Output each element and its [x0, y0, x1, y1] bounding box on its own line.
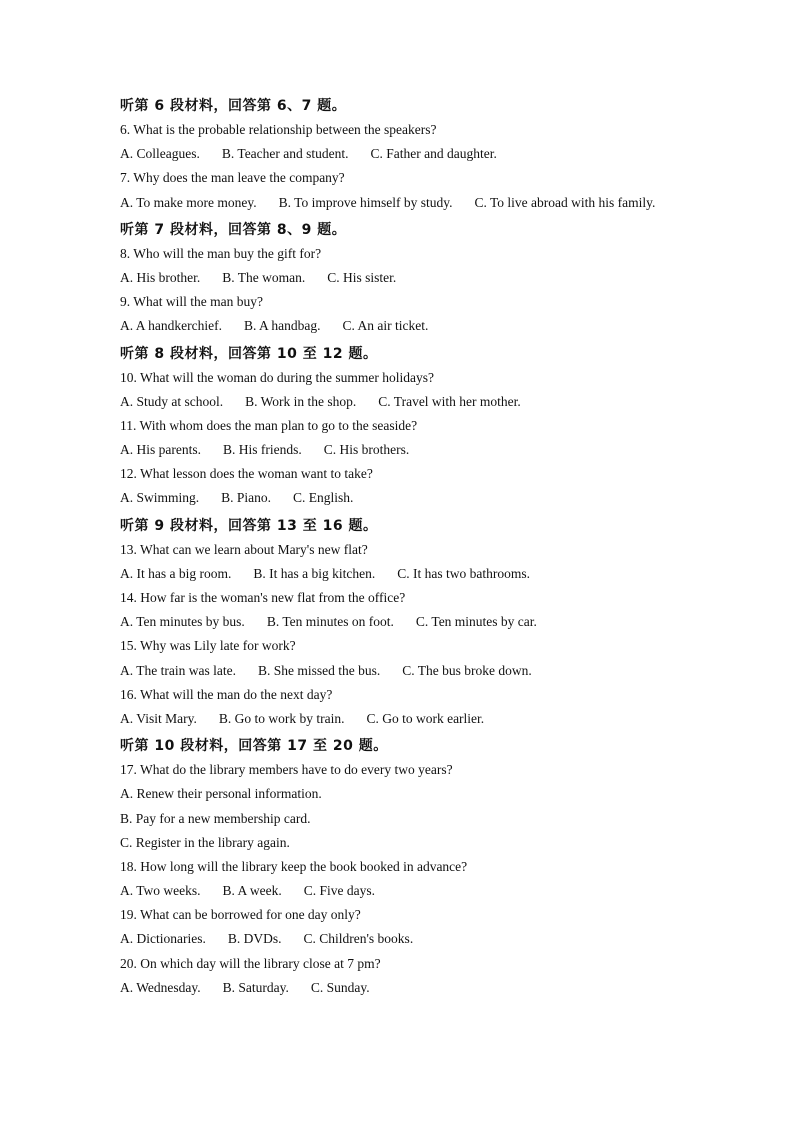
question-text: 8. Who will the man buy the gift for? — [120, 245, 322, 261]
answer-option: A. Visit Mary. — [120, 710, 197, 726]
question-text: 14. How far is the woman's new flat from the office? — [120, 590, 406, 605]
question-text: 20. On which day will the library close at 7 pm? — [120, 955, 381, 971]
answer-option: B. It has a big kitchen. — [253, 565, 376, 581]
section-heading: 听第 10 段材料，回答第 17 至 20 题。 — [120, 738, 388, 755]
answer-options — [120, 976, 760, 1000]
answer-option: A. The train was late. — [120, 662, 236, 678]
answer-option: A. Wednesday. — [120, 979, 201, 995]
answer-options — [120, 562, 760, 586]
answer-option: B. The woman. — [222, 269, 306, 285]
answer-option: B. Ten minutes on foot. — [266, 614, 394, 630]
answer-option: B. To improve himself by study. — [278, 194, 453, 210]
answer-options — [120, 707, 760, 731]
answer-option: B. DVDs. — [227, 931, 282, 947]
answer-option: C. Register in the library again. — [120, 834, 290, 850]
answer-options — [120, 314, 760, 338]
answer-option: B. Pay for a new membership card. — [120, 810, 311, 826]
answer-option: B. A week. — [222, 883, 282, 899]
section-heading: 听第 9 段材料，回答第 13 至 16 题。 — [120, 517, 378, 534]
answer-options — [120, 191, 760, 215]
answer-option: C. Go to work earlier. — [366, 710, 485, 726]
answer-option: C. Travel with her mother. — [378, 393, 521, 409]
answer-option: B. Piano. — [221, 490, 272, 506]
answer-option: A. Study at school. — [120, 393, 224, 409]
answer-option: A. Dictionaries. — [120, 931, 206, 947]
answer-options — [120, 266, 760, 290]
answer-option: A. Swimming. — [120, 490, 200, 506]
answer-option: A. A handkerchief. — [120, 318, 222, 334]
answer-options — [120, 438, 760, 462]
answer-option: C. Children's books. — [303, 931, 414, 947]
answer-option: A. Renew their personal information. — [120, 786, 322, 802]
exam-page — [120, 94, 760, 1000]
answer-option: C. Ten minutes by car. — [415, 614, 537, 630]
question-text: 11. With whom does the man plan to go to the seaside? — [120, 417, 418, 433]
answer-options — [120, 390, 760, 414]
answer-option: A. His parents. — [120, 442, 201, 458]
answer-option: C. An air ticket. — [342, 318, 429, 334]
answer-options — [120, 927, 760, 951]
answer-option: C. Sunday. — [310, 979, 370, 995]
answer-option: B. His friends. — [223, 442, 302, 458]
answer-option: C. The bus broke down. — [402, 662, 532, 678]
answer-option: C. Five days. — [303, 883, 376, 899]
question-text: 15. Why was Lily late for work? — [120, 638, 296, 654]
question-text: 13. What can we learn about Mary's new flat? — [120, 541, 368, 557]
section-heading: 听第 6 段材料，回答第 6、7 题。 — [120, 98, 347, 114]
answer-option: C. English. — [293, 490, 354, 506]
answer-option: B. Go to work by train. — [218, 710, 345, 726]
answer-option: A. Colleagues. — [120, 146, 200, 162]
question-text: 16. What will the man do the next day? — [120, 686, 333, 702]
answer-option: C. His sister. — [327, 269, 397, 285]
section-heading: 听第 8 段材料，回答第 10 至 12 题。 — [120, 345, 378, 362]
answer-option: C. His brothers. — [323, 442, 410, 458]
question-text: 17. What do the library members have to do every two years? — [120, 762, 453, 778]
question-text: 19. What can be borrowed for one day only? — [120, 907, 361, 923]
answer-option: C. It has two bathrooms. — [397, 565, 530, 581]
answer-option: A. Two weeks. — [120, 883, 201, 899]
answer-option: A. It has a big room. — [120, 565, 232, 581]
section-heading: 听第 7 段材料，回答第 8、9 题。 — [120, 221, 347, 238]
question-text: 18. How long will the library keep the book booked in advance? — [120, 858, 468, 874]
answer-options — [120, 486, 760, 510]
answer-option: B. Teacher and student. — [221, 146, 349, 162]
question-text: 10. What will the woman do during the summer holidays? — [120, 369, 434, 385]
answer-options — [120, 879, 760, 903]
answer-option: C. Father and daughter. — [370, 146, 497, 162]
question-text: 9. What will the man buy? — [120, 294, 263, 310]
answer-option: B. Saturday. — [222, 979, 289, 995]
question-text: 12. What lesson does the woman want to take? — [120, 466, 373, 482]
answer-option: B. A handbag. — [243, 318, 321, 334]
answer-option: A. To make more money. — [120, 194, 257, 210]
answer-option: A. His brother. — [120, 269, 201, 285]
question-text: 6. What is the probable relationship between the speakers? — [120, 122, 437, 137]
answer-options — [120, 659, 760, 683]
answer-options — [120, 142, 760, 166]
question-text: 7. Why does the man leave the company? — [120, 170, 345, 186]
answer-option: B. Work in the shop. — [245, 393, 357, 409]
answer-option: B. She missed the bus. — [257, 662, 381, 678]
answer-option: A. Ten minutes by bus. — [120, 614, 245, 630]
answer-option: C. To live abroad with his family. — [474, 194, 656, 210]
answer-options — [120, 610, 760, 634]
